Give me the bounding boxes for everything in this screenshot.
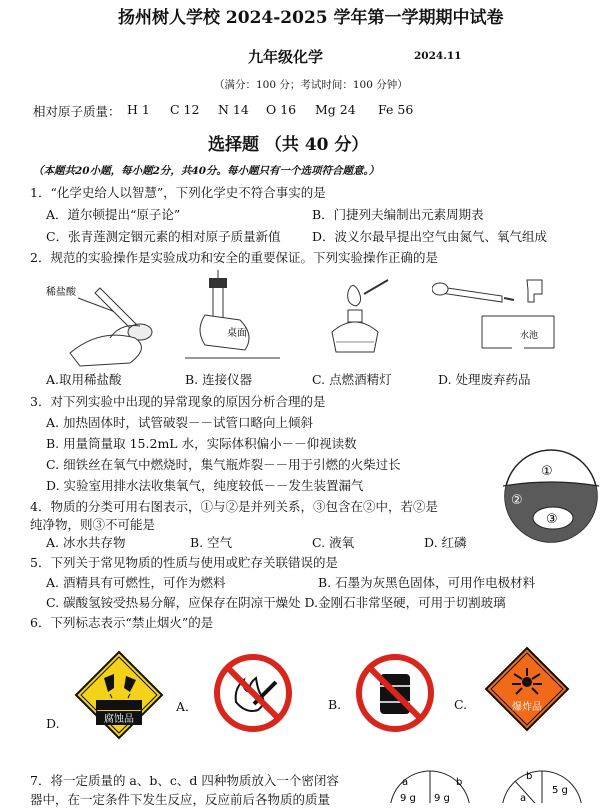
hcl-label: 稀盐酸 bbox=[46, 287, 76, 298]
pie1-label-a: a bbox=[402, 777, 409, 788]
q3-stem: 3．对下列实验中出现的异常现象的原因分析合理的是 bbox=[30, 394, 326, 409]
corrosive-sign bbox=[74, 650, 164, 740]
q6-option-b: B. bbox=[328, 697, 342, 712]
q1-option-c: C．张青莲测定铟元素的相对原子质量新值 bbox=[46, 229, 281, 244]
q3-option-a: A. 加热固体时，试管破裂－－试管口略向上倾斜 bbox=[46, 415, 313, 430]
q3-option-d: D. 实验室用排水法收集氧气，纯度较低－－发生装置漏气 bbox=[46, 478, 364, 493]
q4-option-c: C. 液氧 bbox=[312, 535, 355, 550]
dropper-hcl-illustration bbox=[40, 268, 165, 368]
q4-option-a: A. 冰水共存物 bbox=[46, 535, 126, 550]
exam-date: 2024.11 bbox=[414, 50, 462, 62]
q6-option-c: C. bbox=[454, 697, 468, 712]
q2-option-b: B. 连接仪器 bbox=[185, 372, 253, 387]
q1-stem: 1．“化学史给人以智慧”，下列化学史不符合事实的是 bbox=[30, 185, 326, 200]
alcohol-lamp-illustration bbox=[320, 272, 390, 362]
no-barrel-sign bbox=[354, 652, 436, 734]
subject-title: 九年级化学 bbox=[248, 48, 324, 66]
atomic-mass-o: O 16 bbox=[266, 102, 297, 117]
q5-option-c-d: C. 碳酸氢铵受热易分解，应保存在阴凉干燥处 D.金刚石非常坚硬，可用于切割玻璃 bbox=[46, 595, 506, 610]
q2-option-a: A.取用稀盐酸 bbox=[46, 372, 122, 387]
classification-circle-diagram bbox=[503, 448, 599, 544]
atomic-mass-label: 相对原子质量： bbox=[33, 104, 121, 119]
q6-option-a: A． bbox=[176, 699, 198, 714]
pie2-value: 5 g bbox=[552, 785, 568, 796]
atomic-mass-mg: Mg 24 bbox=[315, 102, 356, 117]
section-title: 选择题 （共 40 分） bbox=[208, 135, 369, 155]
q6-option-d: D. bbox=[46, 716, 60, 731]
atomic-mass-fe: Fe 56 bbox=[378, 102, 414, 117]
q3-option-b: B. 用量筒量取 15.2mL 水，实际体积偏小－－仰视读数 bbox=[46, 436, 357, 451]
atomic-mass-c: C 12 bbox=[170, 102, 200, 117]
exam-info: （满分：100 分；考试时间：100 分钟） bbox=[214, 79, 408, 91]
q4-option-d: D. 红磷 bbox=[424, 535, 467, 550]
q7-stem-line2: 器中，在一定条件下发生反应，反应前后各物质的质量 bbox=[30, 792, 331, 807]
q1-option-b: B．门捷列夫编制出元素周期表 bbox=[312, 207, 484, 222]
q6-stem: 6．下列标志表示“禁止烟火”的是 bbox=[30, 615, 214, 630]
waste-disposal-illustration bbox=[432, 276, 557, 356]
q7-stem-line1: 7．将一定质量的 a、b、c、d 四种物质放入一个密闭容 bbox=[30, 773, 339, 788]
q1-option-d: D．波义尔最早提出空气由氮气、氧气组成 bbox=[312, 229, 548, 244]
pie1-label-b: b bbox=[456, 777, 463, 788]
q2-stem: 2．规范的实验操作是实验成功和安全的重要保证。下列实验操作正确的是 bbox=[30, 250, 438, 265]
q5-option-a: A. 酒精具有可燃性，可作为燃料 bbox=[46, 575, 226, 590]
desk-label: 桌面 bbox=[227, 328, 247, 339]
q5-stem: 5．下列关于常见物质的性质与使用或贮存关联错误的是 bbox=[30, 555, 338, 570]
pie2-label-a: a bbox=[520, 793, 527, 803]
pie2-label-b: b bbox=[526, 771, 533, 782]
q4-stem-line1: 4．物质的分类可用右图表示，①与②是并列关系，③包含在②中，若②是 bbox=[30, 499, 438, 514]
q3-option-c: C. 细铁丝在氧气中燃烧时，集气瓶炸裂－－用于引燃的火柴过长 bbox=[46, 457, 401, 472]
q2-option-c: C. 点燃酒精灯 bbox=[312, 372, 392, 387]
q5-option-b: B. 石墨为灰黑色固体，可用作电极材料 bbox=[318, 575, 536, 590]
atomic-mass-n: N 14 bbox=[218, 102, 249, 117]
circle-label-3: ③ bbox=[546, 512, 558, 527]
pie1-value-right: 9 g bbox=[434, 793, 450, 803]
explosive-sign bbox=[484, 646, 570, 732]
sink-label: 水池 bbox=[520, 331, 539, 341]
q4-option-b: B. 空气 bbox=[190, 535, 233, 550]
circle-label-1: ① bbox=[541, 464, 553, 479]
circle-label-2: ② bbox=[511, 493, 523, 508]
corrosive-text: 腐蚀品 bbox=[104, 714, 134, 725]
no-fire-sign bbox=[212, 652, 294, 734]
q1-option-a: A．道尔顿提出“原子论” bbox=[46, 207, 181, 222]
pie1-value-left: 9 g bbox=[400, 793, 416, 803]
exam-title: 扬州树人学校 2024-2025 学年第一学期期中试卷 bbox=[118, 8, 504, 28]
q2-option-d: D. 处理废弃药品 bbox=[438, 372, 531, 387]
q4-stem-line2: 纯净物，则③不可能是 bbox=[30, 517, 156, 532]
connect-apparatus-illustration bbox=[185, 270, 280, 365]
mass-pie-charts bbox=[380, 765, 612, 803]
explosive-text: 爆炸品 bbox=[512, 702, 542, 713]
atomic-mass-h: H 1 bbox=[127, 102, 150, 117]
section-note: （本题共20小题，每小题2分，共40分。每小题只有一个选项符合题意。） bbox=[33, 165, 380, 177]
